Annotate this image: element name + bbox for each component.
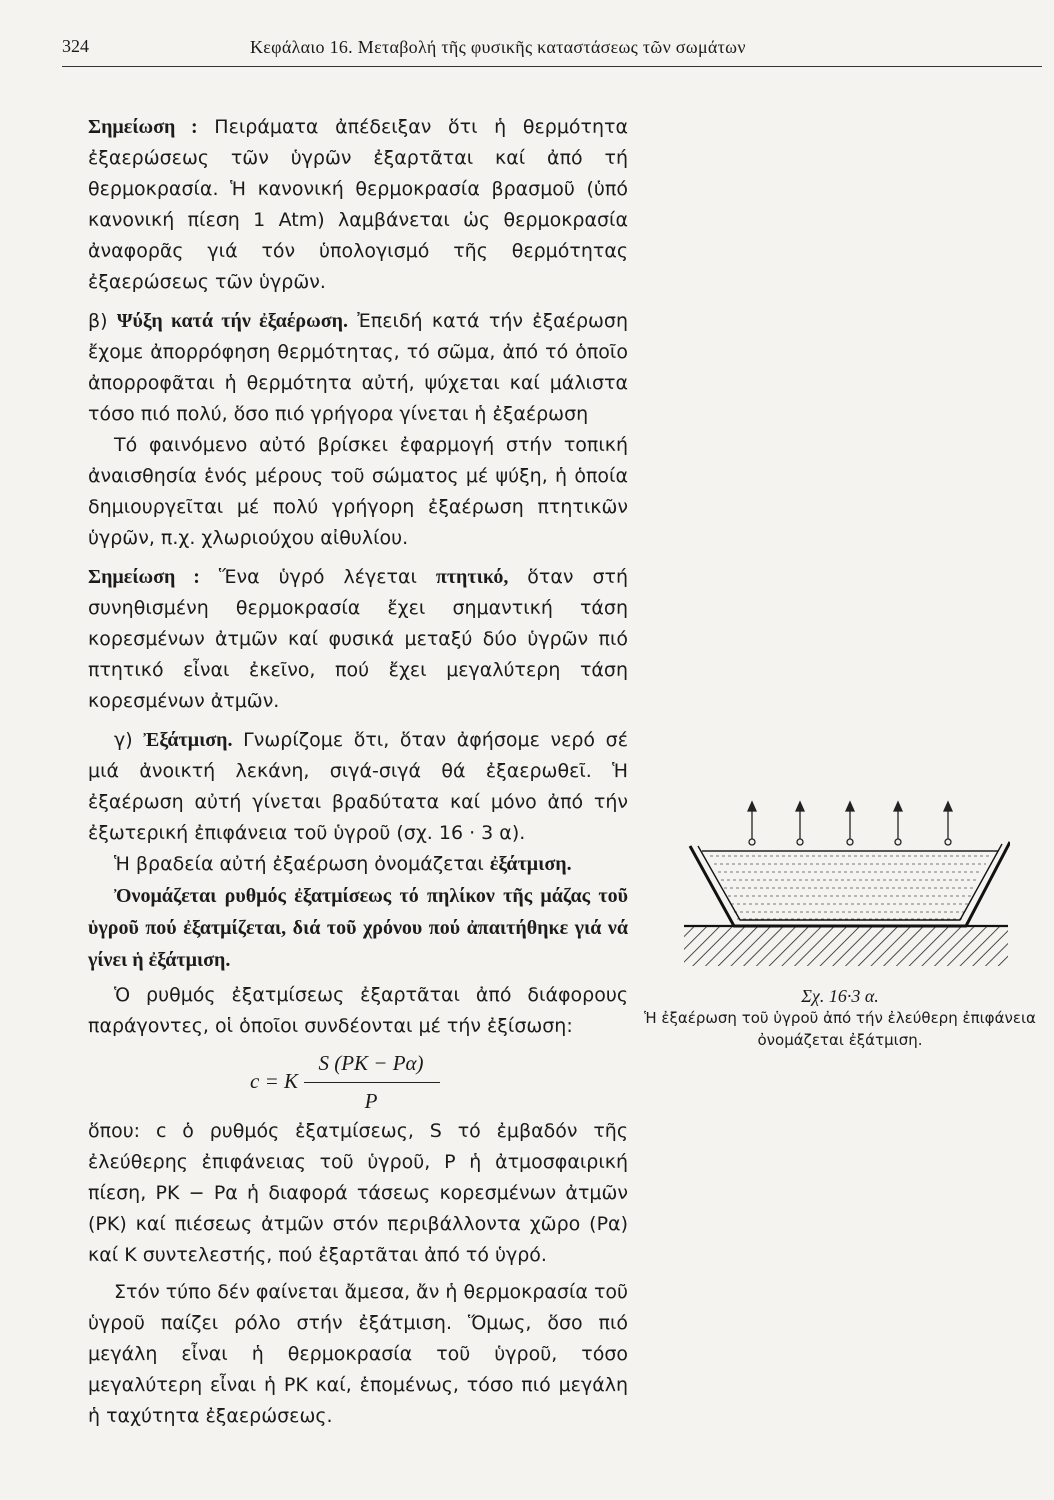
- fraction-bar: [304, 1082, 440, 1083]
- section-b-text: Ἐπειδή κατά τήν ἐξαέρωση ἔχομε ἀπορρόφηση θερμότητας, τό σῶμα, ἀπό τό ὁποῖο ἀπορροφᾶται ἡ θερμότητα αὐτή, ψύχεται καί μάλιστα τόσο πιό πολύ, ὅσο πιό γρήγορα γίνεται ἡ ἐξαέρωση: [88, 310, 629, 425]
- note-2-paragraph: [88, 562, 628, 717]
- section-b-paragraph: [88, 306, 628, 430]
- formula-denominator: P: [364, 1089, 378, 1113]
- explanation-paragraph-2: Στόν τύπο δέν φαίνεται ἄμεσα, ἄν ἡ θερμοκρασία τοῦ ὑγροῦ παίζει ρόλο στήν ἐξάτμιση. Ὅμως, ὅσο πιό μεγάλη εἶναι ἡ θερμοκρασία τοῦ ὑγροῦ, τόσο μεγαλύτερη εἶναι ἡ PΚ καί, ἑπομένως, τόσο πιό μεγάλη ἡ ταχύτητα ἐξαερώσεως.: [88, 1281, 628, 1427]
- section-c-prefix: γ): [114, 729, 144, 751]
- note-2-bold-term: πτητικό,: [435, 566, 509, 588]
- section-b-prefix: β): [88, 310, 117, 332]
- formula-numerator: S (PΚ − Pα): [318, 1051, 424, 1075]
- page-number: 324: [62, 36, 89, 56]
- section-c-heading: Ἐξάτμιση.: [143, 729, 233, 751]
- figure-caption: [640, 985, 1040, 1051]
- note-text: Πειράματα ἀπέδειξαν ὅτι ἡ θερμότητα ἐξαερώσεως τῶν ὑγρῶν ἐξαρτᾶται καί ἀπό τή θερμοκρασία. Ἡ κανονική θερμοκρασία βρασμοῦ (ὑπό κανονική πίεση 1 Atm) λαμβάνεται ὡς θερμοκρασία ἀναφορᾶς γιά τόν ὑπολογισμό τῆς θερμότητας ἐξαερώσεως τῶν ὑγρῶν.: [88, 116, 628, 293]
- section-c-p2-bold: ἐξάτμιση.: [489, 853, 572, 875]
- explanation-paragraph: ὅπου: c ὁ ρυθμός ἐξατμίσεως, S τό ἐμβαδόν τῆς ἐλεύθερης ἐπιφάνειας τοῦ ὑγροῦ, P ἡ ἀτμοσφαιρική πίεση, PΚ − Pα ἡ διαφορά τάσεως κορεσμένων ἀτμῶν (PΚ) καί πιέσεως ἀτμῶν στόν περιβάλλοντα χῶρο (Pα) καί K συντελεστής, πού ἐξαρτᾶται ἀπό τό ὑγρό.: [88, 1120, 628, 1266]
- running-title: Κεφάλαιο 16. Μεταβολή τῆς φυσικῆς καταστάσεως τῶν σωμάτων: [250, 37, 746, 57]
- section-c-paragraph: [88, 725, 628, 849]
- section-c-text: Γνωρίζομε ὅτι, ὅταν ἀφήσομε νερό σέ μιά ἀνοικτή λεκάνη, σιγά-σιγά θά ἐξαερωθεῖ. Ἡ ἐξαέρωση αὐτή γίνεται βραδύτατα καί μόνο ἀπό τήν ἐξωτερική ἐπιφάνεια τοῦ ὑγροῦ (σχ. 16 · 3 α).: [88, 729, 628, 844]
- ground: [684, 926, 1008, 966]
- section-c-p2-text: Ἡ βραδεία αὐτή ἐξαέρωση ὀνομάζεται: [114, 853, 490, 875]
- note-label: Σημείωση :: [88, 116, 198, 138]
- main-column: [88, 112, 628, 1432]
- evaporation-figure: [680, 800, 1010, 1000]
- section-c-paragraph-2: [88, 849, 628, 880]
- formula-lhs: c = K: [250, 1069, 298, 1093]
- evaporation-formula: [88, 1048, 628, 1112]
- figure-caption-text: Ἡ ἐξαέρωση τοῦ ὑγροῦ ἀπό τήν ἐλεύθερη ἐπιφάνεια ὀνομάζεται ἐξάτμιση.: [644, 1009, 1036, 1049]
- definition-paragraph: Ὀνομάζεται ρυθμός ἐξατμίσεως τό πηλίκον τῆς μάζας τοῦ ὑγροῦ πού ἐξατμίζεται, διά τοῦ χρόνου πού ἀπαιτήθηκε γιά νά γίνει ἡ ἐξάτμιση.: [88, 885, 628, 971]
- header-rule: [62, 66, 1042, 67]
- section-b-heading: Ψύξη κατά τήν ἐξαέρωση.: [116, 310, 348, 332]
- liquid: [702, 851, 998, 924]
- section-c-paragraph-3: Ὁ ρυθμός ἐξατμίσεως ἐξαρτᾶται ἀπό διάφορους παράγοντες, οἱ ὁποῖοι συνδέονται μέ τήν ἐξίσωση:: [88, 984, 628, 1037]
- section-b-paragraph-2: Τό φαινόμενο αὐτό βρίσκει ἐφαρμογή στήν τοπική ἀναισθησία ἑνός μέρους τοῦ σώματος μέ ψύξη, ἡ ὁποία δημιουργεῖται μέ πολύ γρήγορη ἐξαέρωση πτητικῶν ὑγρῶν, π.χ. χλωριούχου αἰθυλίου.: [88, 434, 628, 549]
- vapor-arrows: [748, 802, 952, 845]
- note-2-label: Σημείωση :: [88, 566, 200, 588]
- page-header: [62, 36, 1042, 70]
- note-2-text-b: ὅταν στή συνηθισμένη θερμοκρασία ἔχει σημαντική τάση κορεσμένων ἀτμῶν καί φυσικά μεταξύ δύο ὑγρῶν πιό πτητικό εἶναι ἐκεῖνο, πού ἔχει μεγαλύτερη τάση κορεσμένων ἀτμῶν.: [88, 566, 628, 712]
- note-2-text-a: Ἕνα ὑγρό λέγεται: [199, 566, 436, 588]
- note-paragraph: [88, 112, 628, 298]
- figure-title: Σχ. 16·3 α.: [801, 986, 879, 1006]
